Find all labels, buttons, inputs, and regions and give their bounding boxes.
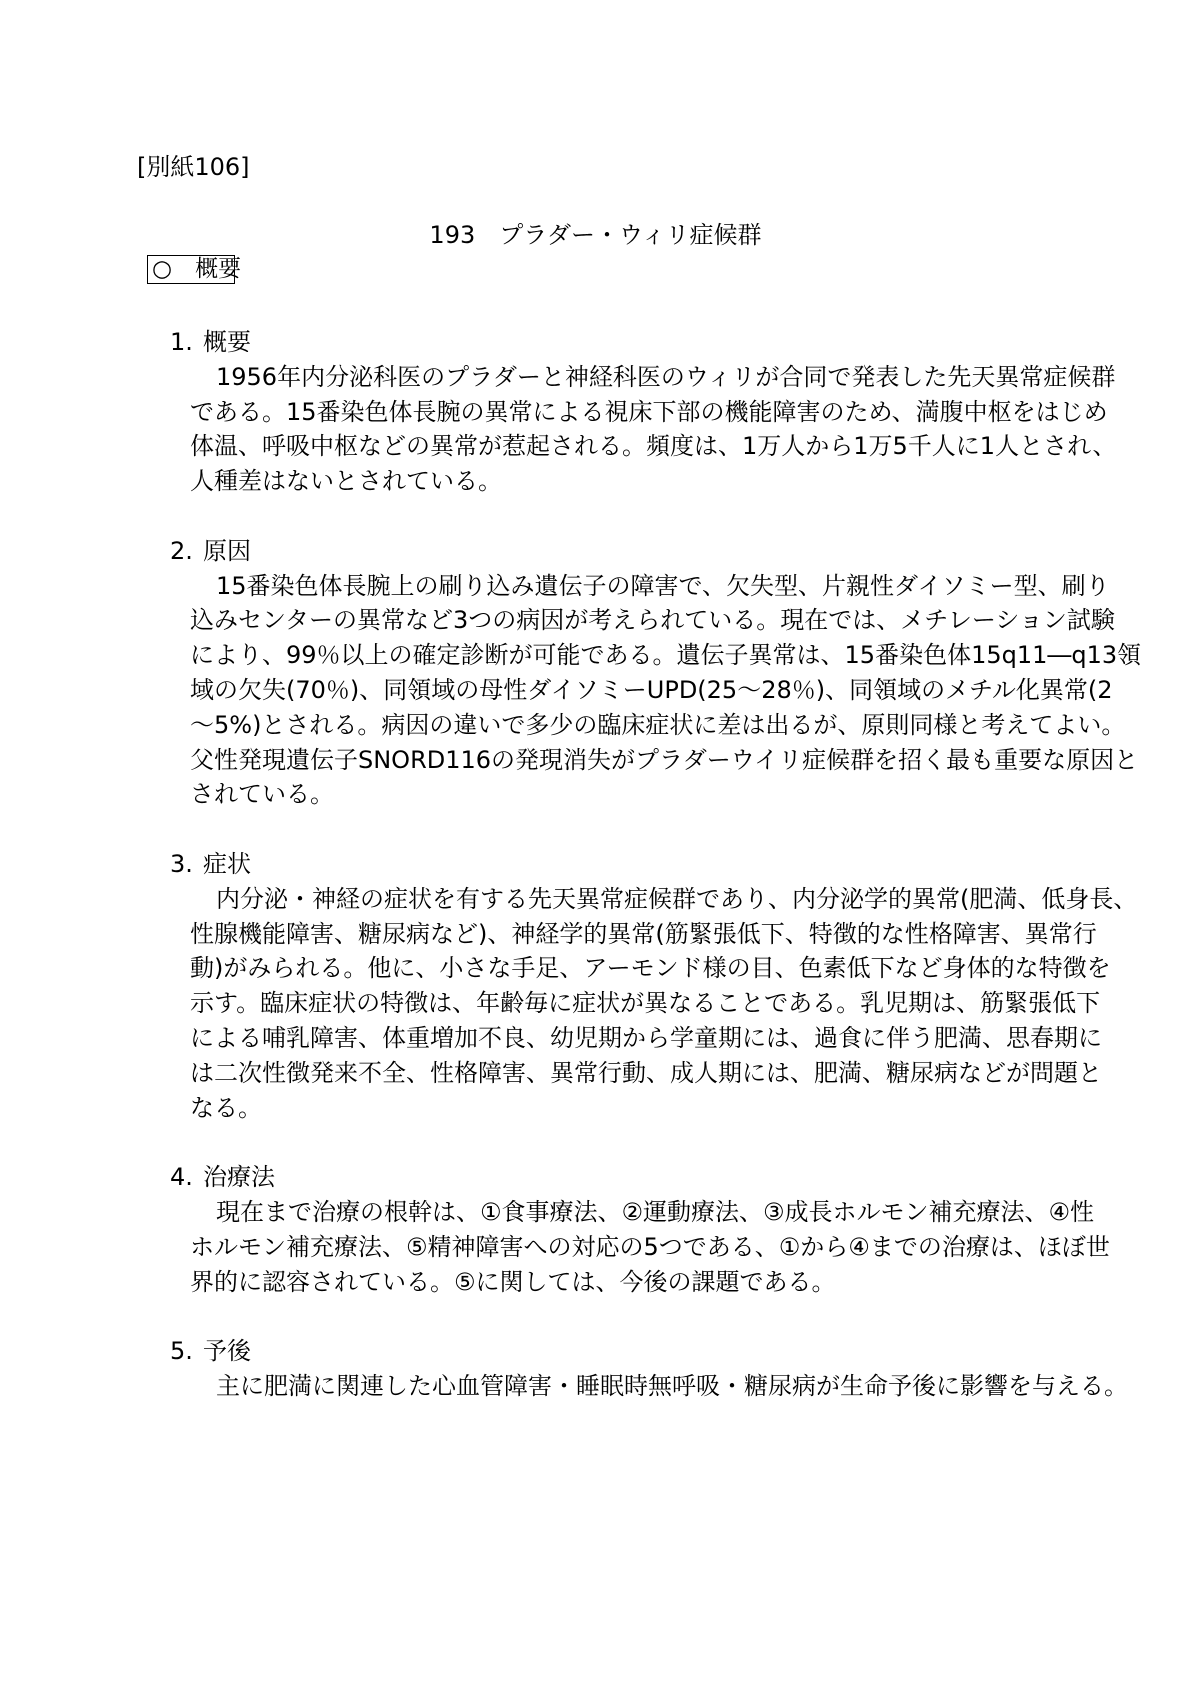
annex-label: [別紙106] (137, 153, 250, 181)
paragraph-line: 15番染色体長腕上の刷り込み遺伝子の障害で、欠失型、片親性ダイソミー型、刷り (216, 571, 1110, 600)
paragraph-line: 現在まで治療の根幹は、①食事療法、②運動療法、③成長ホルモン補充療法、④性 (216, 1197, 1095, 1226)
section-number: 3. (170, 849, 193, 878)
paragraph-line: 内分泌・神経の症状を有する先天異常症候群であり、内分泌学的異常(肥満、低身長、 (216, 884, 1138, 913)
section-title: 概要 (203, 328, 251, 356)
blank-line (170, 1125, 1050, 1160)
section-heading (170, 534, 1050, 569)
paragraph-line: ～5%)とされる。病因の違いで多少の臨床症状に差は出るが、原則同様と考えてよい。 (190, 710, 1126, 739)
paragraph-line: 性腺機能障害、糖尿病など)、神経学的異常(筋緊張低下、特徴的な性格障害、異常行 (190, 919, 1097, 948)
section-title: 原因 (203, 536, 251, 565)
paragraph-line: 父性発現遺伝子SNORD116の発現消失がプラダーウイリ症候群を招く最も重要な原因と (190, 745, 1139, 774)
blank-line (170, 499, 1050, 534)
section-heading (170, 847, 1050, 882)
section-number: 5. (170, 1337, 193, 1366)
section-title: 治療法 (203, 1163, 275, 1192)
paragraph-line: 界的に認容されている。⑤に関しては、今後の課題である。 (190, 1267, 836, 1296)
paragraph-line: 主に肥満に関連した心血管障害・睡眠時無呼吸・糖尿病が生命予後に影響を与える。 (216, 1371, 1128, 1400)
section-number: 2. (170, 536, 193, 565)
section-heading (170, 1334, 1050, 1369)
blank-line (170, 812, 1050, 847)
paragraph-line: 体温、呼吸中枢などの異常が惹起される。頻度は、1万人から1万5千人に1人とされ、 (190, 432, 1117, 461)
paragraph-line: 込みセンターの異常など3つの病因が考えられている。現在では、メチレーション試験 (190, 606, 1115, 635)
paragraph-line: なる。 (190, 1093, 262, 1122)
section-title: 予後 (203, 1337, 251, 1366)
paragraph-line: 動)がみられる。他に、小さな手足、アーモンド様の目、色素低下など身体的な特徴を (190, 954, 1111, 983)
blank-line (170, 1299, 1050, 1334)
paragraph-line: は二次性徴発来不全、性格障害、異常行動、成人期には、肥満、糖尿病などが問題と (190, 1058, 1102, 1087)
document-title: 193 プラダー・ウィリ症候群 (429, 221, 762, 249)
section-heading (170, 1160, 1050, 1195)
paragraph-line: 1956年内分泌科医のプラダーと神経科医のウィリが合同で発表した先天異常症候群 (216, 362, 1116, 391)
paragraph-line: 示す。臨床症状の特徴は、年齢毎に症状が異なることである。乳児期は、筋緊張低下 (190, 989, 1101, 1018)
paragraph-line: 人種差はないとされている。 (190, 467, 502, 496)
paragraph-line: されている。 (190, 780, 334, 809)
document-body (170, 325, 1142, 1404)
paragraph-line: による哺乳障害、体重増加不良、幼児期から学童期には、過食に伴う肥満、思春期に (190, 1023, 1102, 1052)
section-number: 1. (170, 328, 193, 356)
paragraph-line: 域の欠失(70％)、同領域の母性ダイソミーUPD(25～28％)、同領域のメチル化異常(2 (190, 675, 1113, 704)
section-number: 4. (170, 1163, 193, 1192)
section-heading (170, 325, 1050, 360)
section-title: 症状 (203, 849, 251, 878)
paragraph-line: により、99％以上の確定診断が可能である。遺伝子異常は、15番染色体15q11―q13領 (190, 641, 1142, 670)
boxed-heading-overview: ○ 概要 (147, 255, 235, 284)
paragraph-line: である。15番染色体長腕の異常による視床下部の機能障害のため、満腹中枢をはじめ (190, 397, 1108, 426)
paragraph-line: ホルモン補充療法、⑤精神障害への対応の5つである、①から④までの治療は、ほぼ世 (190, 1232, 1110, 1261)
